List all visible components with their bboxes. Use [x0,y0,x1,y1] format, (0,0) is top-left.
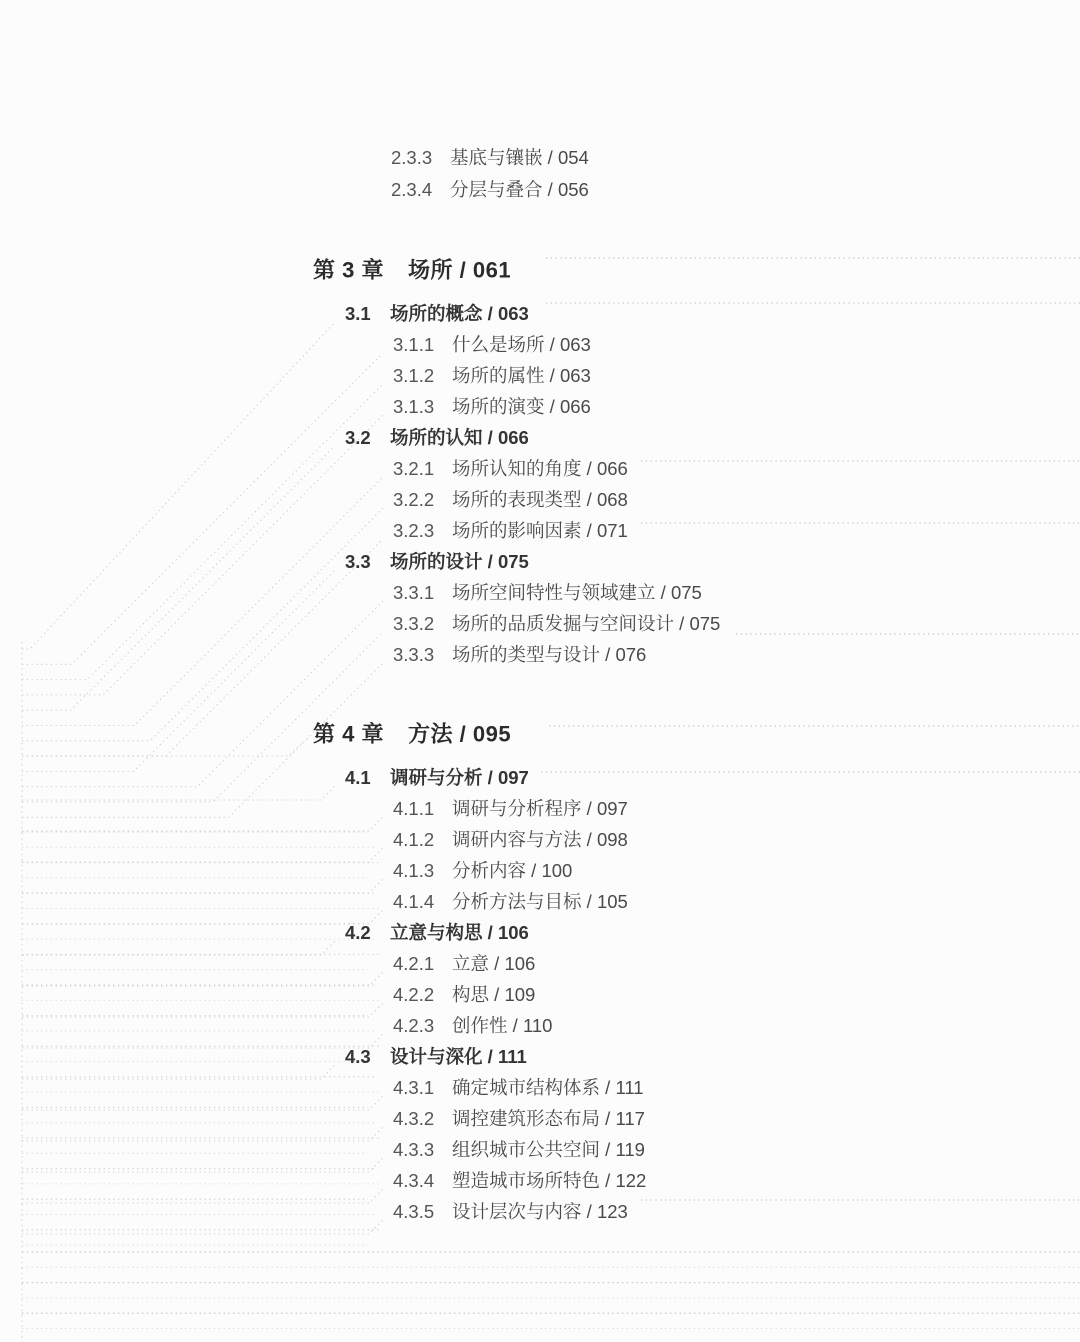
entry-title: 场所的设计 [390,551,483,572]
entry-number: 2.3.4 [391,178,433,200]
entry-separator: / [489,953,505,974]
entry-number: 4.1.4 [393,891,435,912]
toc-item-row [393,950,535,976]
dotted-leader-line [22,910,383,924]
entry-page-number: 066 [559,396,591,417]
toc-item-row [393,1074,644,1100]
entry-number: 2.3.3 [391,147,433,168]
entry-number: 3.2.3 [393,520,435,541]
toc-item-row [393,981,535,1007]
entry-page-number: 123 [596,1201,628,1222]
entry-separator: / [482,767,498,788]
entry-page-number: 056 [557,178,589,200]
entry-number: 3.3 [345,551,371,572]
entry-title: 立意与构思 [390,922,483,943]
entry-page-number: 061 [472,257,512,283]
entry-separator: / [544,334,560,355]
dotted-leader-line [22,1158,383,1172]
entry-title: 分析内容 [452,860,527,881]
dotted-leader-line [22,786,335,800]
entry-title: 场所认知的角度 [452,458,582,479]
toc-item-row [393,641,646,667]
entry-page-number: 054 [557,147,589,168]
entry-title: 场所 [408,257,454,283]
toc-item-row [393,455,628,481]
toc-chapter-row [313,718,511,749]
entry-number: 4.2.1 [393,953,435,974]
toc-item-row [393,857,572,883]
entry-title: 场所的认知 [390,427,483,448]
dotted-leader-line [22,1034,383,1048]
toc-item-row [393,1136,645,1162]
toc-item-row [393,610,720,636]
entry-title: 基底与镶嵌 [450,147,543,168]
entry-page-number: 071 [596,520,628,541]
toc-item-row [393,579,702,605]
entry-page-number: 097 [596,798,628,819]
entry-number: 3.1.3 [393,396,435,417]
dotted-leader-line [22,446,335,710]
entry-title: 设计层次与内容 [452,1201,582,1222]
entry-page-number: 110 [522,1015,553,1036]
entry-page-number: 097 [497,767,529,788]
entry-title: 场所的概念 [390,303,483,324]
entry-number: 第 3 章 [313,257,384,283]
entry-separator: / [453,721,473,747]
entry-page-number: 117 [615,1108,645,1129]
dotted-leader-line [22,1096,383,1110]
entry-separator: / [507,1015,523,1036]
entry-page-number: 075 [689,613,721,634]
dotted-leader-line [22,1065,335,1079]
entry-separator: / [581,798,597,819]
entry-separator: / [544,396,560,417]
toc-item-row [393,826,628,852]
entry-number: 4.2 [345,922,371,943]
entry-page-number: 105 [596,891,628,912]
dotted-leader-line [22,972,383,986]
entry-separator: / [600,1170,616,1191]
entry-separator: / [581,458,597,479]
entry-separator: / [600,1108,616,1129]
entry-title: 调研与分析程序 [452,798,582,819]
entry-number: 3.3.1 [393,582,435,603]
entry-separator: / [453,257,473,283]
entry-title: 什么是场所 [452,334,545,355]
toc-item-row [391,176,589,202]
entry-title: 场所的表现类型 [452,489,582,510]
toc-section-row [345,919,529,945]
toc-section-row [345,300,529,326]
entry-page-number: 066 [497,427,529,448]
toc-item-row [393,1012,552,1038]
entry-page-number: 068 [596,489,628,510]
entry-title: 调研与分析 [390,767,483,788]
entry-page-number: 076 [615,644,647,665]
entry-separator: / [674,613,690,634]
entry-separator: / [600,1139,616,1160]
dotted-leader-line [22,1220,383,1234]
dotted-leader-line [22,508,383,741]
entry-page-number: 063 [559,334,591,355]
entry-title: 场所空间特性与领域建立 [452,582,656,603]
dotted-leader-line [22,817,383,831]
entry-separator: / [581,891,597,912]
entry-title: 场所的演变 [452,396,545,417]
entry-number: 4.3.3 [393,1139,435,1160]
dotted-leader-line [22,601,383,787]
entry-title: 分析方法与目标 [452,891,582,912]
dotted-leader-line [22,1127,383,1141]
entry-title: 场所的品质发掘与空间设计 [452,613,675,634]
entry-title: 设计与深化 [390,1046,483,1067]
entry-number: 4.3.1 [393,1077,435,1098]
entry-title: 构思 [452,984,490,1005]
entry-page-number: 075 [497,551,529,572]
toc-item-row [393,486,628,512]
entry-number: 4.1.1 [393,798,435,819]
dotted-leader-line [22,322,335,649]
dotted-leader-line [22,941,335,955]
entry-separator: / [600,1077,616,1098]
entry-number: 3.3.2 [393,613,435,634]
dotted-leader-line [22,1003,383,1017]
entry-number: 4.3.5 [393,1201,435,1222]
toc-item-row [393,393,591,419]
entry-number: 3.2.2 [393,489,435,510]
toc-item-row [393,331,591,357]
dotted-leader-line [22,570,335,771]
toc-item-row [393,888,628,914]
entry-separator: / [544,365,560,386]
dotted-leader-line [22,879,383,893]
dotted-leader-line [22,353,383,664]
entry-separator: / [542,178,558,200]
entry-number: 4.3.2 [393,1108,435,1129]
toc-section-row [345,424,529,450]
entry-separator: / [482,427,498,448]
entry-separator: / [581,1201,597,1222]
entry-number: 3.2.1 [393,458,435,479]
entry-page-number: 063 [497,303,529,324]
entry-title: 场所的属性 [452,365,545,386]
entry-separator: / [600,644,616,665]
entry-title: 组织城市公共空间 [452,1139,601,1160]
entry-page-number: 119 [615,1139,645,1160]
entry-separator: / [482,922,498,943]
toc-item-row [393,1198,628,1224]
entry-number: 4.2.2 [393,984,435,1005]
entry-number: 3.1 [345,303,371,324]
toc-item-row [393,1105,645,1131]
entry-number: 4.1.3 [393,860,435,881]
entry-separator: / [542,147,558,168]
toc-item-row [393,517,628,543]
entry-title: 确定城市结构体系 [452,1077,601,1098]
entry-number: 4.3 [345,1046,371,1067]
dotted-leader-line [22,415,383,695]
entry-separator: / [581,829,597,850]
entry-page-number: 111 [497,1046,527,1067]
entry-page-number: 095 [472,721,512,747]
entry-page-number: 111 [615,1077,644,1098]
dotted-leader-line [22,1189,383,1203]
entry-number: 4.1.2 [393,829,435,850]
entry-number: 3.2 [345,427,371,448]
entry-separator: / [482,551,498,572]
dotted-leader-line [22,384,383,680]
entry-number: 第 4 章 [313,721,384,747]
entry-number: 4.2.3 [393,1015,435,1036]
toc-item-row [391,144,589,170]
entry-title: 场所的影响因素 [452,520,582,541]
entry-page-number: 100 [541,860,573,881]
entry-separator: / [581,489,597,510]
entry-separator: / [655,582,671,603]
entry-page-number: 066 [596,458,628,479]
entry-title: 立意 [452,953,490,974]
toc-section-row [345,548,529,574]
toc-item-row [393,362,591,388]
entry-title: 创作性 [452,1015,508,1036]
toc-section-row [345,1043,527,1069]
entry-number: 3.3.3 [393,644,435,665]
entry-page-number: 063 [559,365,591,386]
toc-item-row [393,795,628,821]
entry-title: 场所的类型与设计 [452,644,601,665]
entry-page-number: 106 [504,953,536,974]
dotted-leader-line [22,848,383,862]
entry-page-number: 098 [596,829,628,850]
toc-section-row [345,764,529,790]
entry-separator: / [482,303,498,324]
entry-page-number: 109 [504,984,536,1005]
entry-title: 调控建筑形态布局 [452,1108,601,1129]
entry-separator: / [581,520,597,541]
entry-number: 4.3.4 [393,1170,435,1191]
toc-chapter-row [313,254,511,285]
entry-title: 调研内容与方法 [452,829,582,850]
entry-number: 3.1.1 [393,334,435,355]
entry-number: 3.1.2 [393,365,435,386]
entry-number: 4.1 [345,767,371,788]
entry-title: 分层与叠合 [450,178,543,200]
entry-page-number: 122 [615,1170,647,1191]
entry-title: 方法 [408,721,454,747]
entry-separator: / [526,860,542,881]
dotted-leader-line [22,742,303,756]
entry-title: 塑造城市场所特色 [452,1170,601,1191]
toc-item-row [393,1167,646,1193]
entry-page-number: 075 [670,582,702,603]
entry-page-number: 106 [497,922,529,943]
entry-separator: / [482,1046,498,1067]
entry-separator: / [489,984,505,1005]
